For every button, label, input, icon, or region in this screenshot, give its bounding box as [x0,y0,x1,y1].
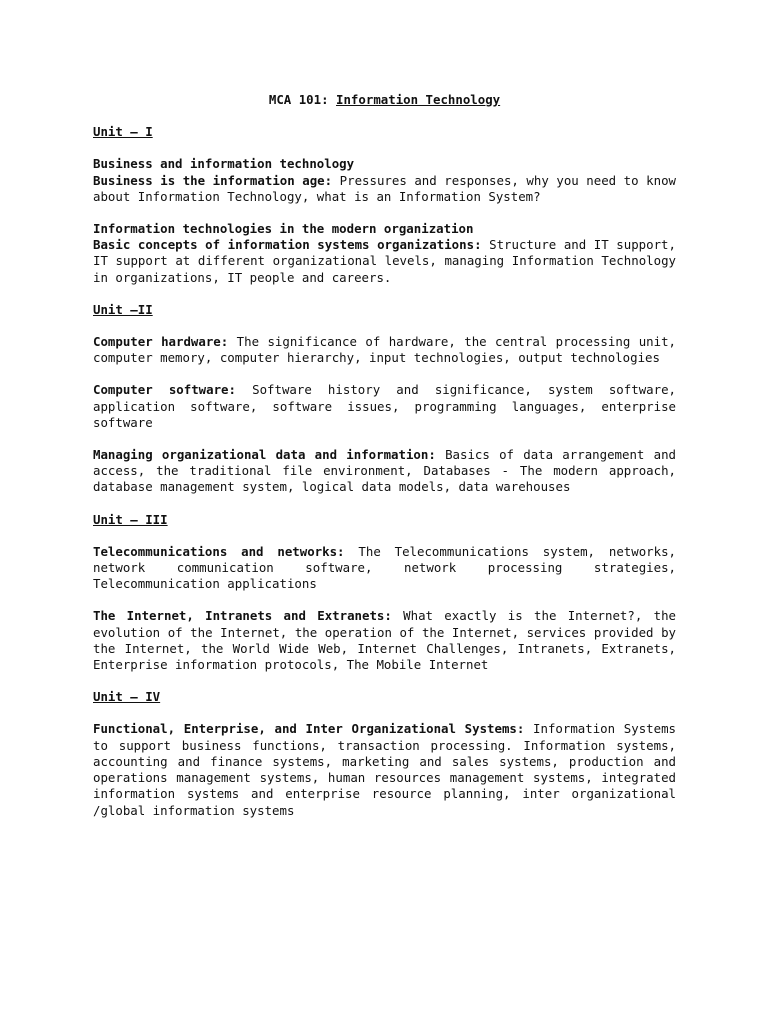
course-title: Information Technology [336,92,501,107]
section-paragraph [93,334,676,366]
section-paragraph [93,544,676,593]
section-subheading: Managing organizational data and information: [93,447,436,463]
section-subheading: Computer hardware: [93,334,229,350]
section-paragraph [93,608,676,673]
section-text: Structure and IT support, IT support at different organizational levels, managing Information Technology in organizations, IT people and careers. [93,237,676,285]
section-heading: Business and information technology [93,156,355,172]
section-subheading: Business is the information age: [93,172,333,188]
course-code: MCA 101: [268,92,329,107]
section-paragraph [93,721,676,818]
unit-heading: Unit –II [93,301,153,317]
section-heading: Information technologies in the modern organization [93,221,474,237]
section-subheading: Functional, Enterprise, and Inter Organizational Systems: [93,721,525,737]
section-paragraph [93,156,676,205]
unit-heading: Unit – I [93,124,153,140]
section-text: Software history and significance, system software, application software, software issues, programming languages, enterprise software [93,382,676,430]
document-title [93,92,676,108]
section-paragraph [93,447,676,496]
section-text: The significance of hardware, the central processing unit, computer memory, computer hierarchy, input technologies, output technologies [93,334,676,366]
section-paragraph [93,221,676,286]
section-subheading: Basic concepts of information systems organizations: [93,237,482,253]
section-text: Pressures and responses, why you need to know about Information Technology, what is an Information System? [93,172,676,204]
section-text: Information Systems to support business functions, transaction processing. Information systems, accounting and finance systems, marketing and sales systems, production and operations management systems, human resources management systems, integrated information systems and enterprise resource planning, inter organizational /global information systems [93,721,676,818]
section-paragraph [93,382,676,431]
section-subheading: Telecommunications and networks: [93,543,345,559]
section-text: What exactly is the Internet?, the evolution of the Internet, the operation of the Internet, services provided by the Internet, the World Wide Web, Internet Challenges, Intranets, Extranets, Enterprise information protocols, The Mobile Internet [93,608,676,673]
document-page [93,92,676,819]
section-subheading: The Internet, Intranets and Extranets: [93,608,392,624]
section-text: Basics of data arrangement and access, the traditional file environment, Databases - The modern approach, database management system, logical data models, data warehouses [93,447,676,495]
unit-heading: Unit – III [93,511,168,527]
unit-heading: Unit – IV [93,689,161,705]
section-subheading: Computer software: [93,382,236,398]
section-text: The Telecommunications system, networks, network communication software, network processing strategies, Telecommunication applications [93,543,676,592]
